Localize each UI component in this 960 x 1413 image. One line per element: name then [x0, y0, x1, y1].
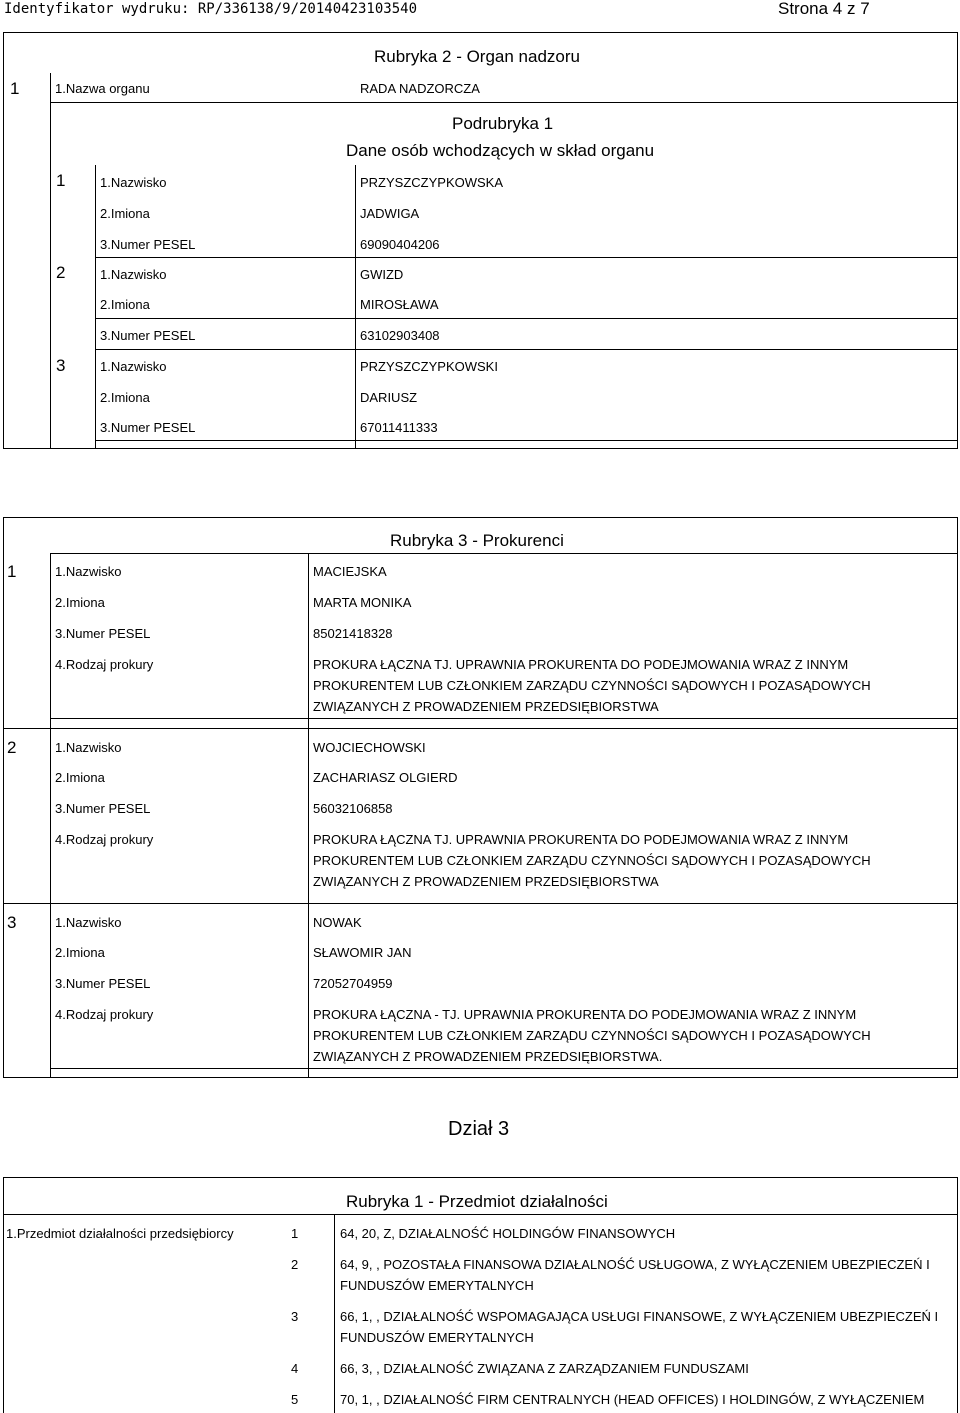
activity-text: 70, 1, , DZIAŁALNOŚĆ FIRM CENTRALNYCH (HEAD OFFICES) I HOLDINGÓW, Z WYŁĄCZENIEM: [340, 1392, 925, 1407]
prokurent-names-label: 2.Imiona: [55, 770, 105, 785]
prokurent-pesel: 72052704959: [313, 976, 393, 991]
subsection-title: Podrubryka 1: [452, 114, 554, 133]
subsection-subtitle: Dane osób wchodzących w skład organu: [346, 141, 655, 160]
member-surname: PRZYSZCZYPKOWSKA: [360, 175, 504, 190]
member-surname-label: 1.Nazwisko: [100, 267, 167, 282]
member-pesel: 69090404206: [360, 237, 440, 252]
prokurent-names-label: 2.Imiona: [55, 595, 105, 610]
member-pesel: 67011411333: [360, 420, 438, 435]
member-pesel: 63102903408: [360, 328, 440, 343]
prokurent-index: 2: [7, 738, 17, 757]
member-surname: PRZYSZCZYPKOWSKI: [360, 359, 498, 374]
member-names-label: 2.Imiona: [100, 206, 150, 221]
organ-row-index: 1: [10, 79, 20, 98]
prokurent-index: 1: [7, 562, 17, 581]
prokurent-type-label: 4.Rodzaj prokury: [55, 657, 154, 672]
prokurent-names: SŁAWOMIR JAN: [313, 945, 412, 960]
przedmiot-title: Rubryka 1 - Przedmiot działalności: [346, 1192, 608, 1211]
activity-index: 5: [291, 1392, 299, 1407]
organ-title: Rubryka 2 - Organ nadzoru: [374, 47, 580, 66]
organ-name-label: 1.Nazwa organu: [55, 81, 150, 96]
prokurent-type-label: 4.Rodzaj prokury: [55, 832, 154, 847]
member-pesel-label: 3.Numer PESEL: [100, 328, 196, 343]
prokurent-type: PROKURA ŁĄCZNA TJ. UPRAWNIA PROKURENTA DO PODEJMOWANIA WRAZ Z INNYM PROKURENTEM LUB CZŁONKIEM ZARZĄDU CZYNNOŚCI SĄDOWYCH I POZASĄDOWYCH ZWIĄZANYCH Z PROWADZENIEM PRZEDSIĘBIORSTWA: [313, 657, 871, 714]
print-identifier: Identyfikator wydruku: RP/336138/9/20140423103540: [4, 1, 418, 17]
activity-text: 64, 9, , POZOSTAŁA FINANSOWA DZIAŁALNOŚĆ USŁUGOWA, Z WYŁĄCZENIEM UBEZPIECZEŃ I FUNDUSZÓW EMERYTALNYCH: [340, 1257, 930, 1293]
prokurent-type: PROKURA ŁĄCZNA TJ. UPRAWNIA PROKURENTA DO PODEJMOWANIA WRAZ Z INNYM PROKURENTEM LUB CZŁONKIEM ZARZĄDU CZYNNOŚCI SĄDOWYCH I POZASĄDOWYCH ZWIĄZANYCH Z PROWADZENIEM PRZEDSIĘBIORSTWA: [313, 832, 871, 889]
member-names-label: 2.Imiona: [100, 390, 150, 405]
page-number: Strona 4 z 7: [778, 0, 870, 18]
member-names: JADWIGA: [360, 206, 420, 221]
member-names: DARIUSZ: [360, 390, 418, 405]
prokurent-pesel-label: 3.Numer PESEL: [55, 626, 151, 641]
prokurent-pesel: 56032106858: [313, 801, 393, 816]
activity-text: 66, 1, , DZIAŁALNOŚĆ WSPOMAGAJĄCA USŁUGI FINANSOWE, Z WYŁĄCZENIEM UBEZPIECZEŃ I FUNDUSZÓW EMERYTALNYCH: [340, 1309, 939, 1345]
member-names: MIROSŁAWA: [360, 297, 439, 312]
prokurent-names: ZACHARIASZ OLGIERD: [313, 770, 458, 785]
prokurent-names: MARTA MONIKA: [313, 595, 412, 610]
member-index: 1: [56, 171, 66, 190]
prokurent-surname-label: 1.Nazwisko: [55, 915, 122, 930]
prokurent-pesel-label: 3.Numer PESEL: [55, 976, 151, 991]
member-surname: GWIZD: [360, 267, 404, 282]
activity-index: 3: [291, 1309, 299, 1324]
activity-text: 64, 20, Z, DZIAŁALNOŚĆ HOLDINGÓW FINANSOWYCH: [340, 1226, 676, 1241]
prokurent-names-label: 2.Imiona: [55, 945, 105, 960]
prokurent-surname-label: 1.Nazwisko: [55, 740, 122, 755]
prokurent-pesel: 85021418328: [313, 626, 393, 641]
prokurent-type-label: 4.Rodzaj prokury: [55, 1007, 154, 1022]
prokurent-surname: MACIEJSKA: [313, 564, 387, 579]
member-pesel-label: 3.Numer PESEL: [100, 420, 196, 435]
prokurent-index: 3: [7, 913, 17, 932]
prokurenci-title: Rubryka 3 - Prokurenci: [390, 531, 564, 550]
member-surname-label: 1.Nazwisko: [100, 175, 167, 190]
prokurent-surname-label: 1.Nazwisko: [55, 564, 122, 579]
activity-text: 66, 3, , DZIAŁALNOŚĆ ZWIĄZANA Z ZARZĄDZANIEM FUNDUSZAMI: [340, 1361, 749, 1376]
activity-index: 2: [291, 1257, 299, 1272]
activity-index: 4: [291, 1361, 299, 1376]
member-surname-label: 1.Nazwisko: [100, 359, 167, 374]
prokurent-type: PROKURA ŁĄCZNA - TJ. UPRAWNIA PROKURENTA DO PODEJMOWANIA WRAZ Z INNYM PROKURENTEM LUB CZŁONKIEM ZARZĄDU CZYNNOŚCI SĄDOWYCH I POZASĄDOWYCH ZWIĄZANYCH Z PROWADZENIEM PRZEDSIĘBIORSTWA.: [313, 1007, 871, 1064]
przedmiot-label: 1.Przedmiot działalności przedsiębiorcy: [6, 1226, 234, 1241]
member-index: 2: [56, 263, 66, 282]
member-index: 3: [56, 356, 66, 375]
organ-name-value: RADA NADZORCZA: [360, 81, 480, 96]
member-pesel-label: 3.Numer PESEL: [100, 237, 196, 252]
prokurent-surname: NOWAK: [313, 915, 362, 930]
member-names-label: 2.Imiona: [100, 297, 150, 312]
prokurent-surname: WOJCIECHOWSKI: [313, 740, 426, 755]
activity-index: 1: [291, 1226, 299, 1241]
prokurent-pesel-label: 3.Numer PESEL: [55, 801, 151, 816]
section-heading: Dział 3: [448, 1118, 510, 1140]
